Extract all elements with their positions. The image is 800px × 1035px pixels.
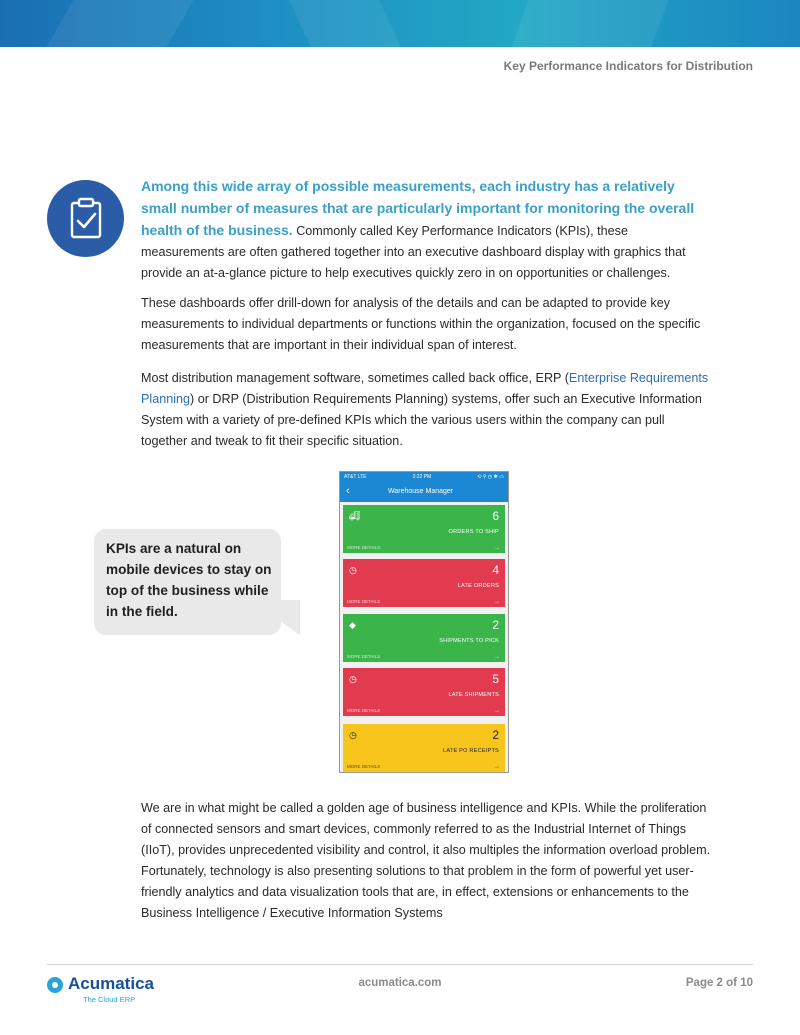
phone-status-icons: ⟲ ⚲ ◷ ✱ ▭ <box>477 474 504 480</box>
kpi-label: LATE ORDERS <box>457 583 499 589</box>
intro-paragraph <box>141 176 711 284</box>
phone-status-bar <box>340 472 508 482</box>
phone-nav-bar <box>340 482 508 502</box>
arrow-right-icon: → <box>494 764 500 770</box>
banner-facet <box>511 0 668 47</box>
more-details-link[interactable]: MORE DETAILS <box>347 764 381 769</box>
more-details-link[interactable]: MORE DETAILS <box>347 708 381 713</box>
intro-lead: Among this wide array of possible measurements, each industry has a relatively small number of measures that are particularly important for monitoring the overall health of the business. <box>141 178 695 238</box>
logo-tagline: The Cloud ERP <box>83 995 136 1004</box>
kpi-tile[interactable] <box>343 559 505 607</box>
footer-url[interactable]: acumatica.com <box>358 977 442 989</box>
arrow-right-icon: → <box>494 599 500 605</box>
phone-screenshot <box>339 471 509 773</box>
clipboard-check-icon <box>47 180 124 257</box>
paragraph-golden-age: We are in what might be called a golden age of business intelligence and KPIs. While the proliferation of connected sensors and smart devices, commonly referred to as the Industrial Internet of Things (IIoT), provides unprecedented visibility and control, it also multiples the information overload problem. Fortunately, technology is also presenting solutions to that problem in the form of powerful yet user-friendly analytics and data visualization tools that are, in effect, extensions or enhancements to the Business Intelligence / Executive Information Systems <box>141 801 711 920</box>
kpi-count: 2 <box>492 728 499 742</box>
tag-icon: ◆ <box>349 620 356 630</box>
paragraph-erp-before: Most distribution management software, sometimes called back office, ERP ( <box>141 371 569 385</box>
phone-time: 2:22 PM <box>412 474 432 480</box>
clock-icon: ◷ <box>349 730 357 740</box>
top-banner <box>0 0 800 47</box>
intro-rest: Commonly called Key Performance Indicators (KPIs), these measurements are often gathered together into an executive dashboard display with graphics that provide an at-a-glance picture to help executives quickly zero in on opportunities or challenges. <box>141 224 686 280</box>
banner-facet <box>289 0 401 47</box>
erp-link[interactable]: Enterprise Requirements Planning <box>141 371 709 406</box>
arrow-right-icon: → <box>494 654 500 660</box>
kpi-count: 4 <box>492 563 499 577</box>
kpi-count: 5 <box>492 672 499 686</box>
banner-facet <box>46 0 193 47</box>
arrow-right-icon: → <box>494 708 500 714</box>
kpi-count: 6 <box>492 509 499 523</box>
kpi-tile[interactable] <box>343 614 505 662</box>
page-number: Page 2 of 10 <box>685 977 753 989</box>
more-details-link[interactable]: MORE DETAILS <box>347 654 381 659</box>
kpi-tile[interactable] <box>343 668 505 716</box>
logo-name: Acumatica <box>68 974 154 993</box>
paragraph-erp <box>141 368 711 452</box>
footer-divider <box>47 964 753 965</box>
kpi-label: SHIPMENTS TO PICK <box>439 638 499 644</box>
callout-text: KPIs are a natural on mobile devices to stay on top of the business while in the field. <box>106 541 272 619</box>
paragraph-dashboards: These dashboards offer drill-down for analysis of the details and can be adapted to provide key measurements to individual departments or functions within the organization, focused on the specific measurements that are important in their individual span of interest. <box>141 296 701 352</box>
kpi-label: ORDERS TO SHIP <box>448 529 499 535</box>
paragraph-erp-after: ) or DRP (Distribution Requirements Planning) systems, offer such an Executive Information System with a variety of pre-defined KPIs which the various users within the company can pull together and tweak to fit their specific situation. <box>141 392 702 448</box>
chevron-left-icon[interactable]: ‹ <box>346 485 350 497</box>
phone-carrier: AT&T LTE <box>344 474 367 480</box>
document-header-title: Key Performance Indicators for Distribution <box>503 59 753 73</box>
kpi-label: LATE SHIPMENTS <box>448 692 499 698</box>
arrow-right-icon: → <box>494 545 500 551</box>
kpi-tile[interactable] <box>343 505 505 553</box>
kpi-tile[interactable] <box>343 724 505 772</box>
kpi-count: 2 <box>492 618 499 632</box>
kpi-label: LATE PO RECEIPTS <box>443 748 499 754</box>
clock-icon: ◷ <box>349 565 357 575</box>
truck-icon: 🚚︎ <box>349 511 361 521</box>
clock-icon: ◷ <box>349 674 357 684</box>
phone-screen-title: Warehouse Manager <box>388 488 454 495</box>
more-details-link[interactable]: MORE DETAILS <box>347 545 381 550</box>
more-details-link[interactable]: MORE DETAILS <box>347 599 381 604</box>
